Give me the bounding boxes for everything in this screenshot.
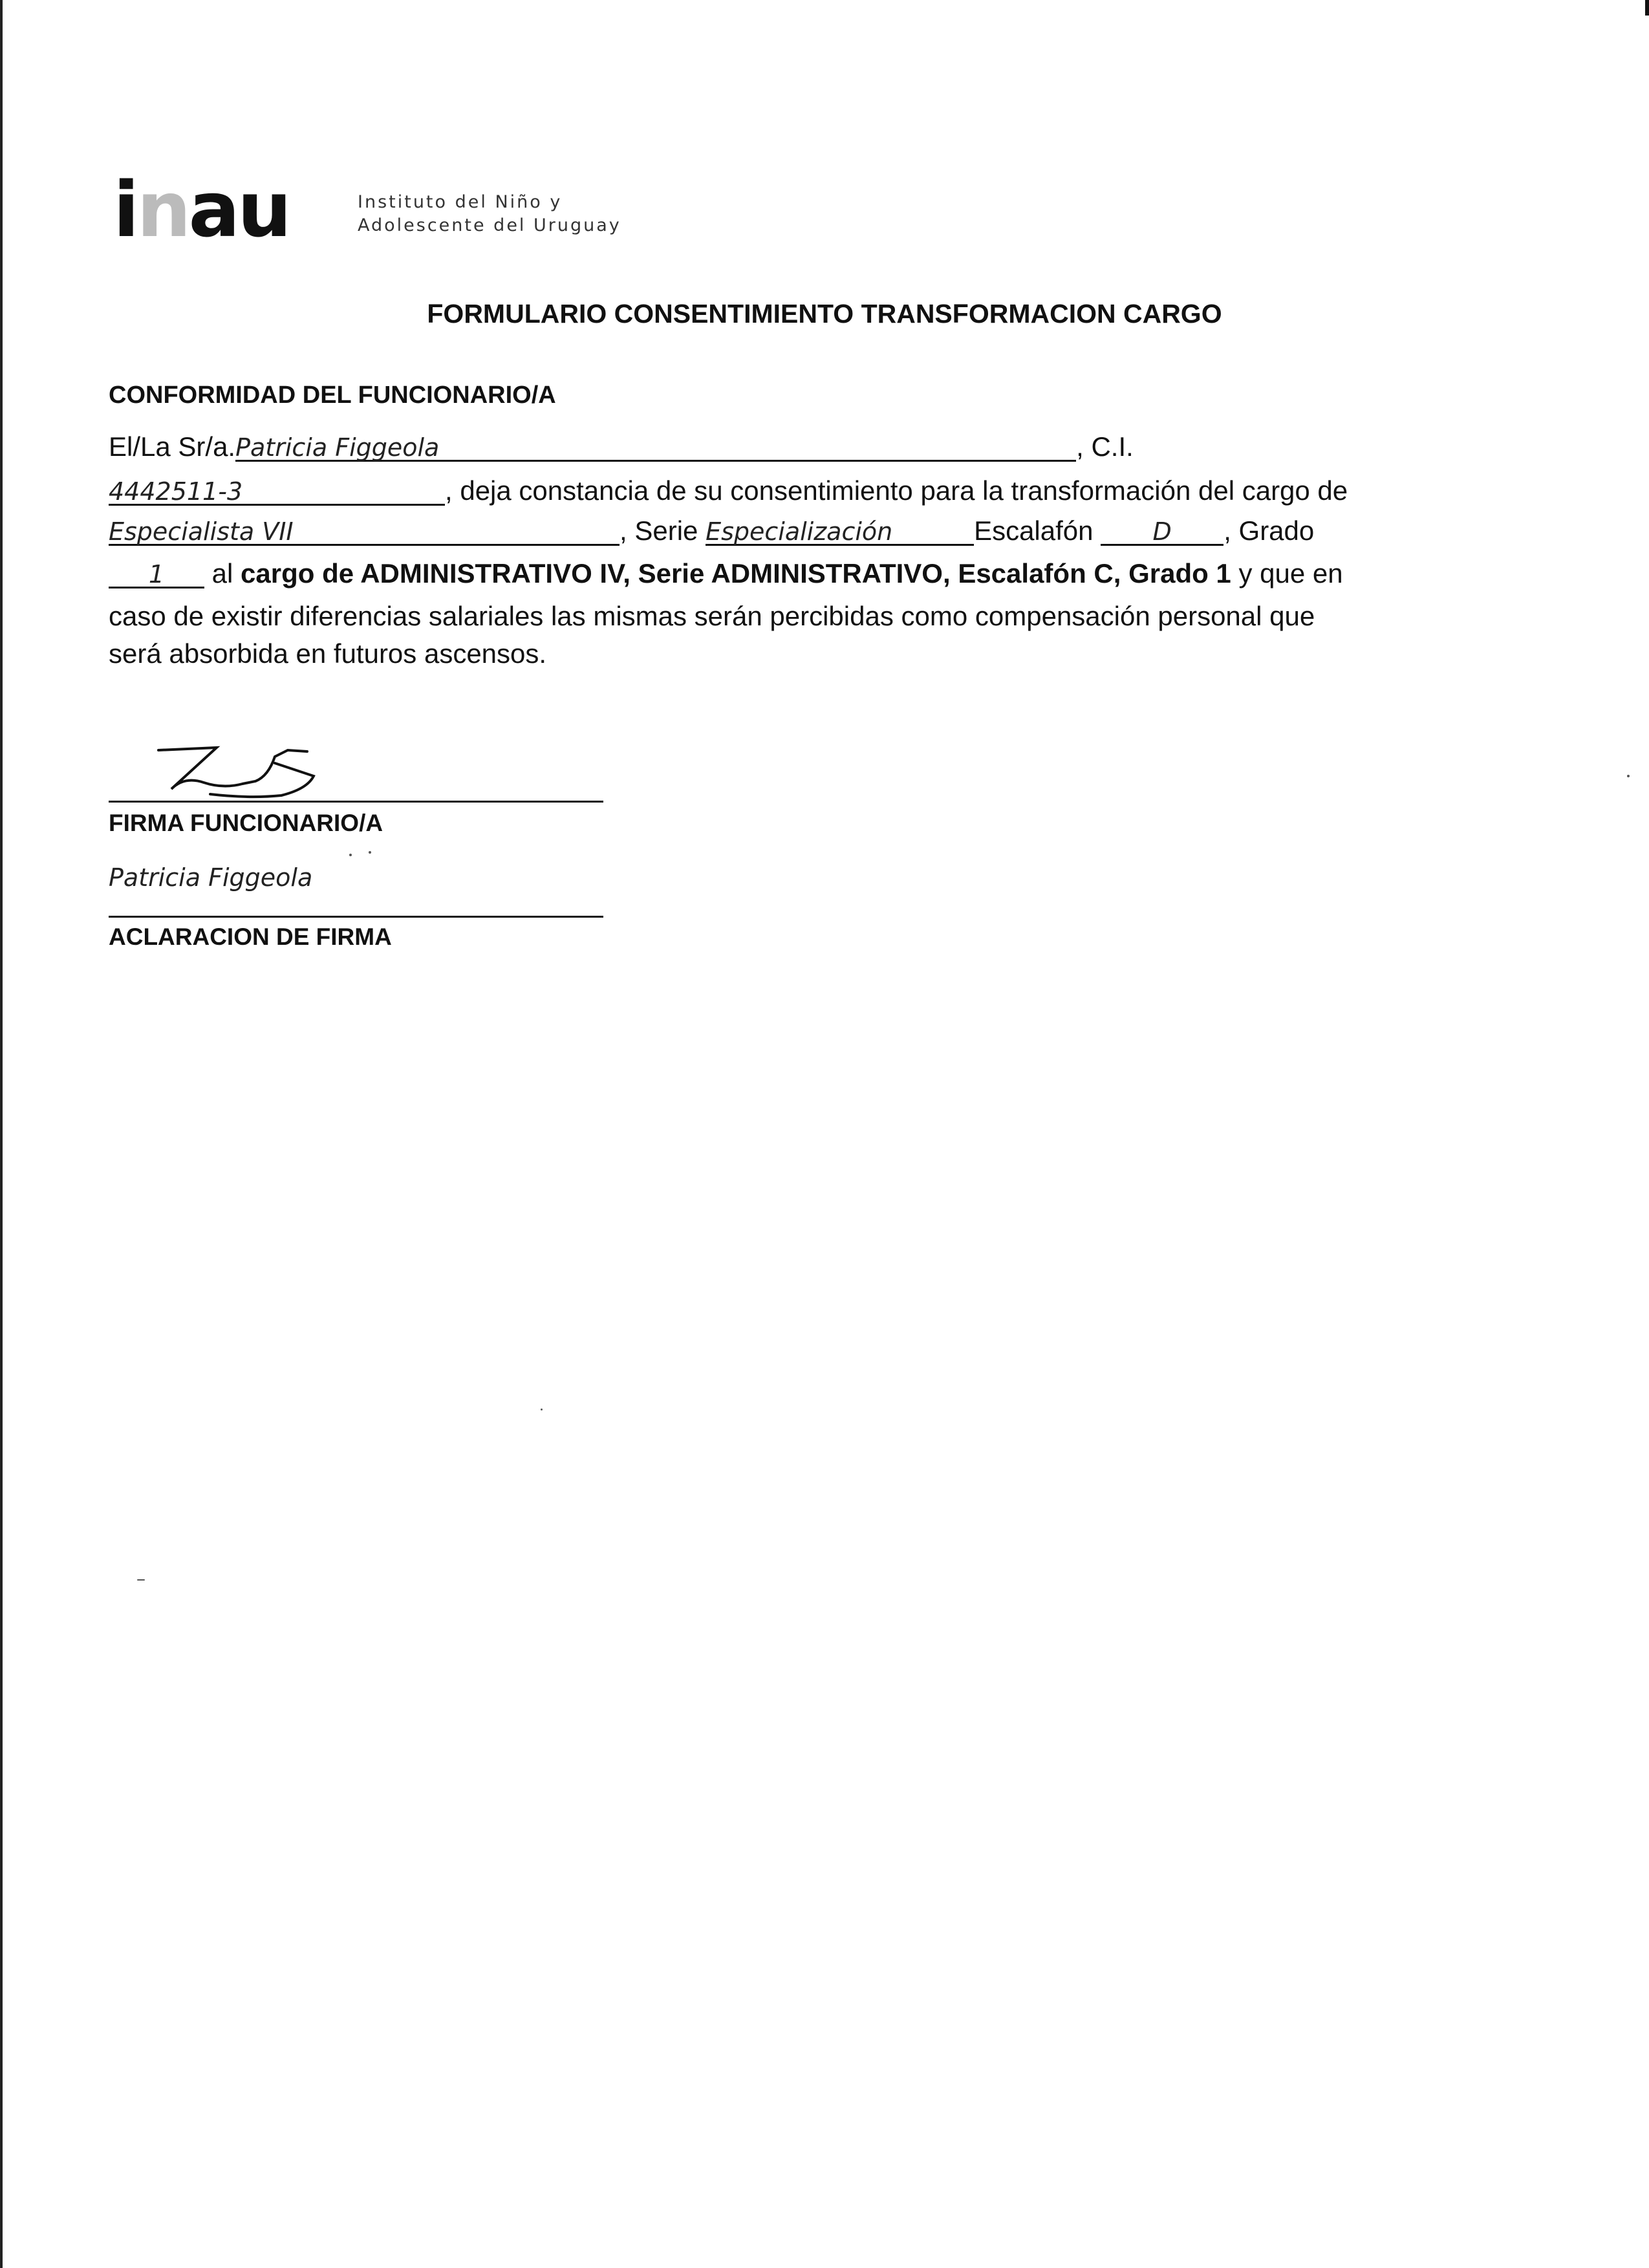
- logo-subtitle-line1: Instituto del Niño y: [358, 192, 563, 212]
- scan-speck: [1627, 775, 1630, 777]
- scan-speck: [369, 851, 371, 854]
- firma-label: FIRMA FUNCIONARIO/A: [109, 810, 383, 836]
- ci-label: , C.I.: [1076, 431, 1134, 462]
- inau-logo: [113, 165, 695, 255]
- logo-subtitle: [358, 191, 621, 237]
- logo-wordmark: inau: [113, 165, 290, 254]
- body-line-2: [109, 477, 1348, 506]
- name-prefix: El/La Sr/a.: [109, 431, 236, 462]
- body-line-4: [109, 560, 1343, 589]
- al-text: al: [211, 558, 233, 589]
- consent-text: , deja constancia de su consentimiento para la transformación del cargo de: [445, 475, 1348, 506]
- logo-subtitle-line2: Adolescente del Uruguay: [358, 215, 621, 235]
- scan-speck: [541, 1409, 543, 1410]
- body-line-5: caso de existir diferencias salariales las mismas serán percibidas como compensación personal que: [109, 601, 1315, 631]
- body-line-6: será absorbida en futuros ascensos.: [109, 638, 547, 669]
- page-scan-mark: [1645, 0, 1649, 16]
- serie-label: , Serie: [620, 515, 698, 546]
- body-line-1: [109, 433, 1134, 462]
- escalafon-field[interactable]: D: [1101, 519, 1223, 546]
- cargo-field[interactable]: Especialista VII: [109, 519, 620, 546]
- scan-speck: [349, 854, 352, 856]
- scan-speck: [137, 1579, 145, 1581]
- aclaracion-handwritten: Patricia Figgeola: [109, 863, 313, 892]
- handwritten-signature: [146, 744, 365, 808]
- serie-field[interactable]: Especialización: [706, 519, 974, 546]
- body-line-3: [109, 517, 1314, 546]
- new-cargo-text: cargo de ADMINISTRATIVO IV, Serie ADMINISTRATIVO, Escalafón C, Grado 1: [241, 558, 1231, 589]
- page-scan-edge: [0, 0, 3, 2268]
- name-field[interactable]: Patricia Figgeola: [235, 435, 1076, 462]
- signature-line: [109, 801, 603, 803]
- line4-tail: y que en: [1231, 558, 1343, 589]
- aclaracion-line: [109, 916, 603, 918]
- aclaracion-label: ACLARACION DE FIRMA: [109, 923, 392, 950]
- grado-field[interactable]: 1: [109, 562, 204, 589]
- ci-field[interactable]: 4442511-3: [109, 479, 445, 506]
- section-heading: CONFORMIDAD DEL FUNCIONARIO/A: [109, 382, 556, 409]
- document-title: FORMULARIO CONSENTIMIENTO TRANSFORMACION CARGO: [427, 299, 1222, 329]
- escalafon-label: Escalafón: [974, 515, 1094, 546]
- grado-label: , Grado: [1223, 515, 1315, 546]
